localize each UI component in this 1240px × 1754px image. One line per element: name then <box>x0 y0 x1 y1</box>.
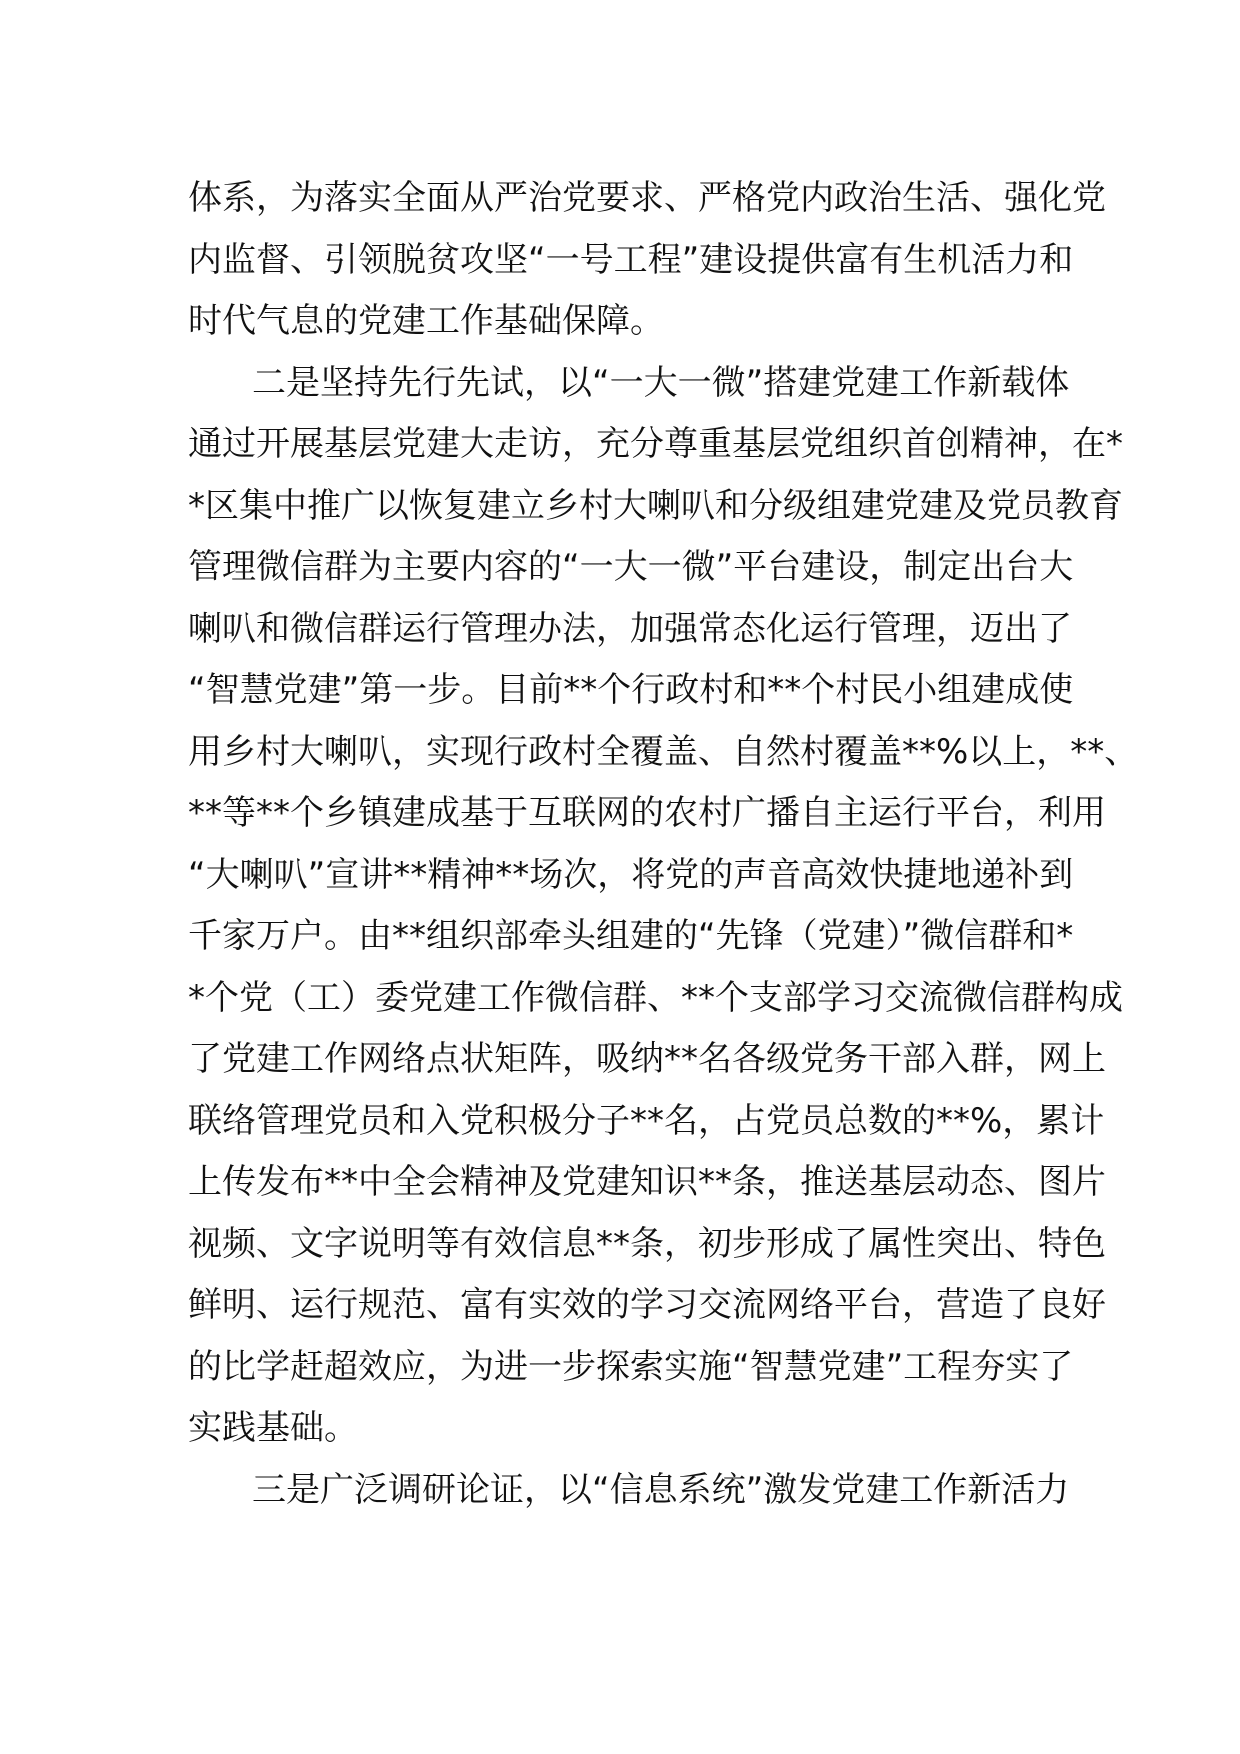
text-line: 上传发布**中全会精神及党建知识**条，推送基层动态、图片 <box>188 1162 1106 1202</box>
text-line: 内监督、引领脱贫攻坚“一号工程”建设提供富有生机活力和 <box>188 239 1074 280</box>
paragraph-heading-line: 二是坚持先行先试，以“一大一微”搭建党建工作新载体 <box>252 362 1070 403</box>
text-line: 通过开展基层党建大走访，充分尊重基层党组织首创精神，在* <box>188 424 1123 464</box>
text-line: “大喇叭”宣讲**精神**场次，将党的声音高效快捷地递补到 <box>188 854 1074 895</box>
text-line: 管理微信群为主要内容的“一大一微”平台建设，制定出台大 <box>188 547 1074 587</box>
text-line: *个党（工）委党建工作微信群、**个支部学习交流微信群构成 <box>188 977 1123 1018</box>
paragraph-heading-line: 三是广泛调研论证，以“信息系统”激发党建工作新活力 <box>252 1469 1070 1510</box>
text-line: 时代气息的党建工作基础保障。 <box>188 301 664 341</box>
text-line: *区集中推广以恢复建立乡村大喇叭和分级组建党建及党员教育 <box>188 485 1123 526</box>
text-line: 千家万户。由**组织部牵头组建的“先锋（党建）”微信群和* <box>188 916 1074 956</box>
text-line: 实践基础。 <box>188 1408 358 1448</box>
body-text <box>188 168 1139 1521</box>
text-line: 用乡村大喇叭，实现行政村全覆盖、自然村覆盖**%以上，**、 <box>188 731 1139 772</box>
text-line: “智慧党建”第一步。目前**个行政村和**个村民小组建成使 <box>188 670 1074 710</box>
text-line: 鲜明、运行规范、富有实效的学习交流网络平台，营造了良好 <box>188 1285 1106 1325</box>
text-line: 视频、文字说明等有效信息**条，初步形成了属性突出、特色 <box>188 1223 1106 1264</box>
text-line: 喇叭和微信群运行管理办法，加强常态化运行管理，迈出了 <box>188 608 1072 649</box>
text-line: 了党建工作网络点状矩阵，吸纳**名各级党务干部入群，网上 <box>188 1039 1106 1079</box>
text-line: **等**个乡镇建成基于互联网的农村广播自主运行平台，利用 <box>188 793 1106 833</box>
text-line: 体系，为落实全面从严治党要求、严格党内政治生活、强化党 <box>188 178 1106 218</box>
text-line: 联络管理党员和入党积极分子**名，占党员总数的**%，累计 <box>188 1100 1105 1141</box>
text-line: 的比学赶超效应，为进一步探索实施“智慧党建”工程夯实了 <box>188 1346 1074 1387</box>
